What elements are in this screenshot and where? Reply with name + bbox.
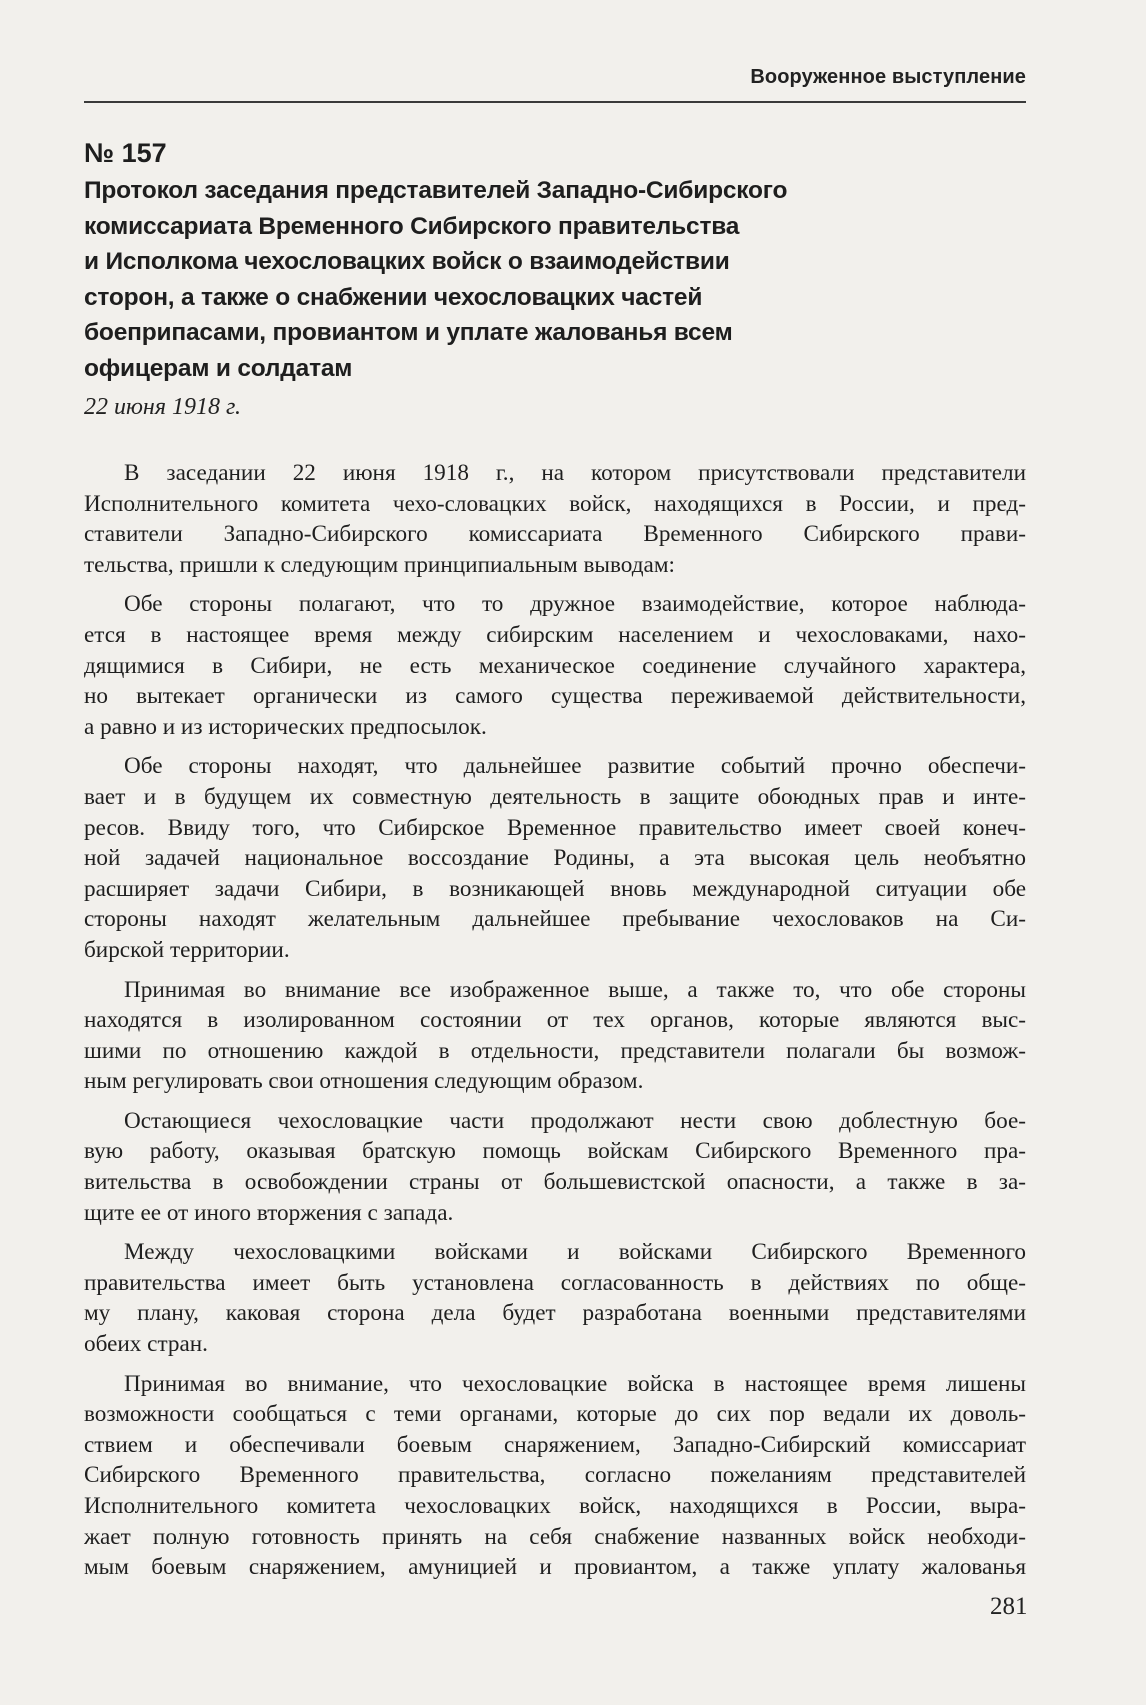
running-header: Вооруженное выступление bbox=[750, 66, 1026, 88]
paragraph-4 bbox=[84, 975, 1026, 1097]
text-line: вую работу, оказывая братскую помощь войскам Сибирского Временного пра- bbox=[84, 1138, 1026, 1165]
paragraph-1 bbox=[84, 458, 1026, 580]
document-date: 22 июня 1918 г. bbox=[84, 394, 242, 420]
text-line: В заседании 22 июня 1918 г., на котором присутствовали представители bbox=[124, 460, 1026, 486]
paragraph-3 bbox=[84, 751, 1026, 965]
title-line: сторон, а также о снабжении чехословацких частей bbox=[84, 283, 703, 311]
document-number: № 157 bbox=[84, 138, 167, 168]
paragraph-2 bbox=[84, 589, 1026, 742]
text-line: Исполнительного комитета чехословацких войск, находящихся в России, выра- bbox=[84, 1493, 1026, 1519]
title-line: и Исполкома чехословацких войск о взаимодействии bbox=[84, 248, 730, 275]
text-line: а равно и из исторических предпосылок. bbox=[84, 713, 487, 740]
text-line: ной задачей национальное воссоздание Родины, а эта высокая цель необъятно bbox=[84, 845, 1026, 872]
title-line: комиссариата Временного Сибирского правительства bbox=[84, 212, 740, 240]
text-line: правительства имеет быть установлена согласованность в действиях по обще- bbox=[84, 1269, 1026, 1296]
text-line: вительства в освобождении страны от большевистской опасности, а также в за- bbox=[84, 1169, 1026, 1196]
text-line: дящимися в Сибири, не есть механическое соединение случайного характера, bbox=[84, 652, 1026, 679]
text-line: ставители Западно-Сибирского комиссариата Временного Сибирского прави- bbox=[84, 521, 1026, 548]
text-line: ствием и обеспечивали боевым снаряжением, Западно-Сибирский комиссариат bbox=[84, 1431, 1026, 1458]
text-line: бирской территории. bbox=[84, 936, 290, 963]
text-line: шими по отношению каждой в отдельности, представители полагали бы возмож- bbox=[84, 1037, 1026, 1064]
text-line: Остающиеся чехословацкие части продолжают нести свою доблестную бое- bbox=[124, 1107, 1026, 1134]
text-line: щите ее от иного вторжения с запада. bbox=[84, 1199, 454, 1226]
text-line: возможности сообщаться с теми органами, которые до сих пор ведали их доволь- bbox=[84, 1401, 1026, 1428]
text-line: ным регулировать свои отношения следующим образом. bbox=[84, 1068, 644, 1095]
text-line: Сибирского Временного правительства, согласно пожеланиям представителей bbox=[84, 1462, 1026, 1489]
body-text bbox=[84, 458, 1026, 1592]
document-title bbox=[84, 173, 984, 386]
title-line: офицерам и солдатам bbox=[84, 354, 353, 382]
text-line: Принимая во внимание все изображенное выше, а также то, что обе стороны bbox=[124, 976, 1026, 1003]
text-line: расширяет задачи Сибири, в возникающей вновь международной ситуации обе bbox=[84, 875, 1026, 902]
text-line: му плану, каковая сторона дела будет разработана военными представителями bbox=[84, 1300, 1026, 1327]
page-number: 281 bbox=[990, 1593, 1028, 1620]
text-line: тельства, пришли к следующим принципиальным выводам: bbox=[84, 551, 675, 578]
text-line: Обе стороны находят, что дальнейшее развитие событий прочно обеспечи- bbox=[124, 753, 1026, 780]
text-line: но вытекает органически из самого существа переживаемой действительности, bbox=[84, 683, 1026, 710]
text-line: Исполнительного комитета чехо-словацких войск, находящихся в России, и пред- bbox=[84, 490, 1026, 517]
text-line: вает и в будущем их совместную деятельность в защите обоюдных прав и инте- bbox=[84, 783, 1026, 810]
paragraph-5 bbox=[84, 1106, 1026, 1228]
text-line: жает полную готовность принять на себя снабжение названных войск необходи- bbox=[84, 1523, 1026, 1550]
header-rule bbox=[84, 101, 1026, 103]
paragraph-7 bbox=[84, 1369, 1026, 1583]
text-line: Обе стороны полагают, что то дружное взаимодействие, которое наблюда- bbox=[124, 591, 1026, 618]
text-line: ется в настоящее время между сибирским населением и чехословаками, нахо- bbox=[84, 621, 1026, 648]
text-line: стороны находят желательным дальнейшее пребывание чехословаков на Си- bbox=[84, 906, 1026, 933]
paragraph-6 bbox=[84, 1237, 1026, 1359]
text-line: мым боевым снаряжением, амуницией и провиантом, а также уплату жалованья bbox=[84, 1554, 1026, 1581]
text-line: находятся в изолированном состоянии от тех органов, которые являются выс- bbox=[84, 1007, 1026, 1034]
text-line: Принимая во внимание, что чехословацкие войска в настоящее время лишены bbox=[124, 1370, 1026, 1397]
title-line: Протокол заседания представителей Западно-Сибирского bbox=[84, 177, 788, 204]
text-line: Между чехословацкими войсками и войсками Сибирского Временного bbox=[124, 1239, 1026, 1266]
title-line: боеприпасами, провиантом и уплате жалованья всем bbox=[84, 319, 733, 346]
text-line: обеих стран. bbox=[84, 1331, 208, 1358]
text-line: ресов. Ввиду того, что Сибирское Временное правительство имеет своей конеч- bbox=[84, 814, 1026, 841]
